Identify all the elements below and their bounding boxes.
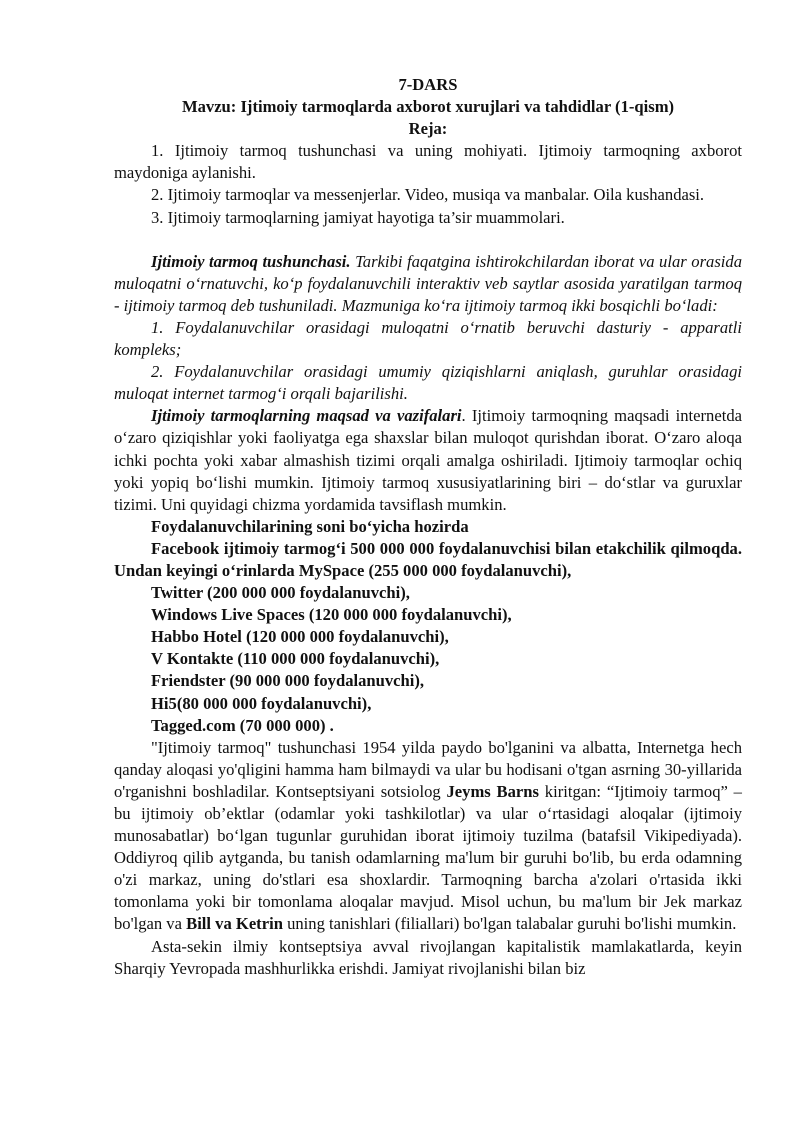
plan-title: Reja: [408,119,448,139]
users-item: Friendster (90 000 000 foydalanuvchi), [151,671,425,691]
history-text-c: uning tanishlari (filiallari) bo'lgan talabalar guruhi bo'lishi mumkin. [282,914,737,934]
history-name-bill-ketrin: Bill va Ketrin [186,914,283,934]
definition-stage-2: 2. Foydalanuvchilar orasidagi umumiy qiziqishlarni aniqlash, guruhlar orasidagi muloqat internet tarmog‘i orqali bajarilishi. [114,362,742,404]
users-item: Tagged.com (70 000 000) . [151,715,334,735]
definition-term: Ijtimoiy tarmoq tushunchasi. [151,251,351,271]
history-name-barns: Jeyms Barns [446,781,539,801]
definition-stage-1: 1. Foydalanuvchilar orasidagi muloqatni o‘rnatib beruvchi dasturiy - apparatli kompleks; [114,317,742,360]
users-lead: Facebook ijtimoiy tarmog‘i 500 000 000 foydalanuvchisi bilan etakchilik qilmoqda. Undan keyingi o‘rinlarda MySpace (255 000 000 foydalanuvchi), [114,538,742,580]
history-text-b: kiritgan: “Ijtimoiy tarmoq” – bu ijtimoiy ob’ektlar (odamlar yoki tashkilotlar) va ular o‘rtasidagi aloqalar (ijtimoiy munosabatlar) bo‘lgan tugunlar guruhidan iborat ijtimoiy tuzilma (batafsil Vikipediyada). Oddiyroq qilib aytganda, bu tanish odamlarning ma'lum bir guruhi bo'lib, bu erda odamning o'zi markaz, uning do'stlari esa shoxlardir. Tarmoqning barcha a'zolari o'rtasida ikki tomonlama yoki bir tomonlama aloqalar mavjud. Misol uchun, bu ma'lum bir Jek markaz bo'lgan va [114,781,742,934]
definition-paragraph [114,251,742,317]
purpose-term: Ijtimoiy tarmoqlarning maqsad va vazifalari [151,406,462,426]
definition-text: Tarkibi faqatgina ishtirokchilardan iborat va ular orasida muloqatni o‘rnatuvchi, ko‘p foydalanuvchili interaktiv veb saytlar asosida yaratilgan tarmoq - ijtimoiy tarmoq deb tushuniladi. Mazmuniga ko‘ra ijtimoiy tarmoq ikki bosqichli bo‘ladi: [114,251,742,315]
users-heading: Foydalanuvchilarining soni bo‘yicha hozirda [151,516,469,536]
users-item: Twitter (200 000 000 foydalanuvchi), [151,583,410,603]
plan-item-1: 1. Ijtimoiy tarmoq tushunchasi va uning mohiyati. Ijtimoiy tarmoqning axborot maydoniga aylanishi. [114,141,742,183]
spacer [114,229,742,251]
plan-item-3: 3. Ijtimoiy tarmoqlarning jamiyat hayotiga ta’sir muammolari. [151,207,565,227]
history-paragraph [114,737,742,936]
purpose-text: . Ijtimoiy tarmoqning maqsadi internetda o‘zaro qiziqishlar yoki faoliyatga ega shaxslar bilan muloqot qurishdan iborat. O‘zaro aloqa ichki pochta yoki xabar almashish tizimi orqali amalga oshiriladi. Ijtimoiy tarmoqlar ochiq yoki yopiq bo‘lishi mumkin. Ijtimoiy tarmoq xususiyatlarining biri – do‘stlar va guruxlar tizimi. Uni quyidagi chizma yordamida tavsiflash mumkin. [114,406,742,514]
users-item: V Kontakte (110 000 000 foydalanuvchi), [151,649,440,669]
lesson-number: 7-DARS [398,75,458,94]
plan-item-2: 2. Ijtimoiy tarmoqlar va messenjerlar. Video, musiqa va manbalar. Oila kushandasi. [151,185,705,205]
users-item: Hi5(80 000 000 foydalanuvchi), [151,693,372,713]
purpose-paragraph [114,405,742,515]
users-item: Habbo Hotel (120 000 000 foydalanuvchi), [151,627,449,647]
users-item: Windows Live Spaces (120 000 000 foydalanuvchi), [151,605,512,625]
lesson-topic: Mavzu: Ijtimoiy tarmoqlarda axborot xurujlari va tahdidlar (1-qism) [181,97,675,117]
history-text-a: "Ijtimoiy tarmoq" tushunchasi 1954 yilda paydo bo'lganini va albatta, Internetga hech qanday aloqasi yo'qligini hamma ham bilmaydi va ular bu hodisani o'tgan asrning 30-yillarida o'rganishni boshladilar. Kontseptsiyani sotsiolog [114,737,742,801]
history-paragraph-2: Asta-sekin ilmiy kontseptsiya avval rivojlangan kapitalistik mamlakatlarda, keyin Sharqiy Yevropada mashhurlikka erishdi. Jamiyat rivojlanishi bilan biz [114,936,742,978]
